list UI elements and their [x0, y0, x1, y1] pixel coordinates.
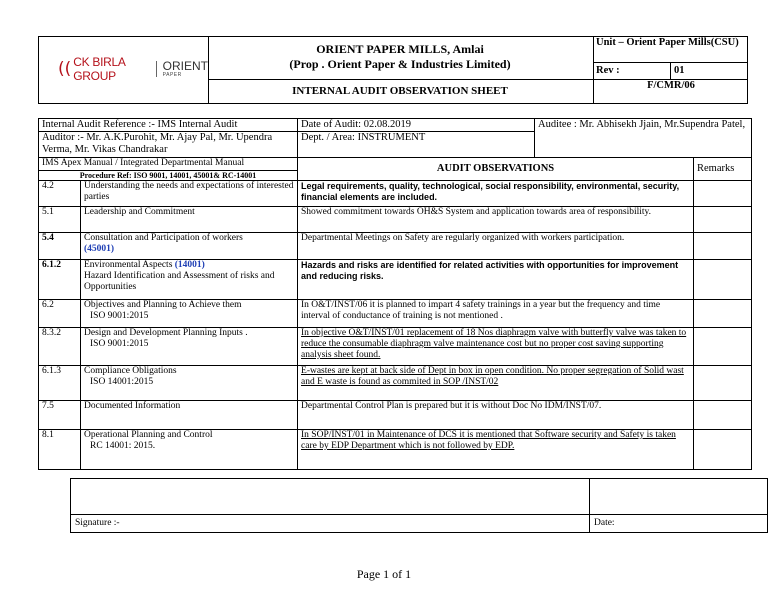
procedure-ref: Procedure Ref: ISO 9001, 14001, 45001& RC-14001 [39, 171, 298, 181]
logo-group-text: CK BIRLA GROUP [73, 55, 125, 83]
rev-label: Rev : [596, 65, 620, 76]
clause-cell [81, 366, 298, 401]
logo-separator [156, 61, 157, 77]
manual-header: IMS Apex Manual / Integrated Departmental Manual [39, 158, 298, 171]
info-row [39, 119, 752, 132]
table-row [39, 366, 752, 401]
logo-brand [163, 60, 208, 78]
dept-area: Dept. / Area: INSTRUMENT [298, 132, 535, 158]
clause-title-secondary: Hazard Identification and Assessment of risks and Opportunities [84, 271, 275, 292]
clause-title: Documented Information [81, 401, 298, 430]
signature-box [70, 478, 768, 533]
auditee: Auditee : Mr. Abhisekh Jjain, Mr.Supendra Patel, [535, 119, 752, 158]
clause-standard: ISO 9001:2015 [90, 311, 149, 321]
table-row [39, 260, 752, 300]
observations-header: AUDIT OBSERVATIONS [298, 158, 694, 181]
company-logo [58, 55, 208, 83]
clause-title: Objectives and Planning to Achieve them [84, 300, 242, 310]
company-name [210, 42, 590, 72]
clause-cell [81, 233, 298, 260]
clause-number: 5.1 [39, 207, 81, 233]
logo-brand-sub: PAPER [162, 72, 182, 78]
ck-birla-mark-icon: (( [58, 58, 72, 79]
logo-brand-text: ORIENT [162, 59, 208, 73]
table-row [39, 401, 752, 430]
clause-title: Design and Development Planning Inputs . [84, 328, 248, 338]
clause-number: 8.1 [39, 430, 81, 470]
page-number: Page 1 of 1 [356, 567, 412, 581]
audit-observation: In O&T/INST/06 it is planned to impart 4 safety trainings in a year but the frequency and time interval of conductance of training is not mentioned . [298, 300, 694, 328]
table-row [39, 207, 752, 233]
remarks-cell [694, 430, 752, 470]
table-row [39, 300, 752, 328]
remarks-cell [694, 401, 752, 430]
clause-number: 6.1.3 [39, 366, 81, 401]
clause-number: 5.4 [39, 233, 81, 260]
form-number: F/CMR/06 [647, 80, 695, 91]
clause-number: 6.2 [39, 300, 81, 328]
remarks-cell [694, 207, 752, 233]
audit-observation: Departmental Control Plan is prepared but it is without Doc No IDM/INST/07. [298, 401, 694, 430]
remarks-cell [694, 233, 752, 260]
audit-reference: Internal Audit Reference :- IMS Internal Audit [39, 119, 298, 132]
audit-observation: In SOP/INST/01 in Maintenance of DCS it is mentioned that Software security and Safety is taken care by EDP Department which is not followed by EDP. [298, 430, 694, 470]
audit-observation: Legal requirements, quality, technological, social responsibility, environmental, security, financial elements are included. [298, 181, 694, 207]
column-header-row [39, 158, 752, 171]
clause-title: Understanding the needs and expectations of interested parties [81, 181, 298, 207]
remarks-cell [694, 260, 752, 300]
clause-number: 4.2 [39, 181, 81, 207]
signature-divider [589, 478, 590, 533]
audit-observation: Showed commitment towards OH&S System and application towards area of responsibility. [298, 207, 694, 233]
clause-standard: ISO 9001:2015 [90, 339, 149, 349]
date-label: Date: [594, 518, 615, 528]
audit-table [38, 118, 752, 470]
clause-standard: (45001) [84, 244, 115, 254]
remarks-cell [694, 181, 752, 207]
company-name-line1: ORIENT PAPER MILLS, Amlai [316, 42, 484, 56]
table-row [39, 233, 752, 260]
audit-observation: In objective O&T/INST/01 replacement of 18 Nos diaphragm valve with butterfly valve was taken to reduce the consumable diaphragm valve maintenance cost but no proper cost saving supporting analysis sheet found. [298, 328, 694, 366]
remarks-header: Remarks [694, 158, 752, 181]
header-divider [208, 36, 209, 104]
clause-cell [81, 260, 298, 300]
header-divider [670, 62, 671, 79]
clause-title: Compliance Obligations [84, 366, 177, 376]
clause-title: Environmental Aspects [84, 260, 173, 270]
audit-observation: Departmental Meetings on Safety are regularly organized with workers participation. [298, 233, 694, 260]
auditor: Auditor :- Mr. A.K.Purohit, Mr. Ajay Pal, Mr. Upendra Verma, Mr. Vikas Chandrakar [39, 132, 298, 158]
remarks-cell [694, 300, 752, 328]
table-row [39, 181, 752, 207]
sheet-title: INTERNAL AUDIT OBSERVATION SHEET [292, 85, 508, 97]
audit-observation: Hazards and risks are identified for related activities with opportunities for improvement and reducing risks. [298, 260, 694, 300]
clause-title-line [84, 260, 294, 271]
clause-number: 7.5 [39, 401, 81, 430]
clause-cell [81, 430, 298, 470]
clause-title: Leadership and Commitment [81, 207, 298, 233]
clause-title: Operational Planning and Control [84, 430, 213, 440]
clause-standard: RC 14001: 2015. [90, 441, 156, 451]
company-name-line2: (Prop . Orient Paper & Industries Limited) [289, 57, 511, 71]
clause-standard: (14001) [174, 260, 205, 270]
clause-number: 8.3.2 [39, 328, 81, 366]
clause-standard: ISO 14001:2015 [90, 377, 154, 387]
rev-value: 01 [674, 65, 685, 76]
date-of-audit: Date of Audit: 02.08.2019 [298, 119, 535, 132]
remarks-cell [694, 366, 752, 401]
audit-observation: E-wastes are kept at back side of Dept in box in open condition. No proper segregation of Solid wast and E waste is found as commited in SOP /INST/02 [298, 366, 694, 401]
clause-cell [81, 300, 298, 328]
clause-number: 6.1.2 [39, 260, 81, 300]
table-row [39, 430, 752, 470]
clause-cell [81, 328, 298, 366]
signature-divider [70, 514, 768, 515]
table-row [39, 328, 752, 366]
remarks-cell [694, 328, 752, 366]
clause-title: Consultation and Participation of workers [84, 233, 243, 243]
unit-label: Unit – Orient Paper Mills(CSU) [596, 37, 739, 48]
header-divider [593, 36, 594, 104]
signature-label: Signature :- [75, 518, 120, 528]
